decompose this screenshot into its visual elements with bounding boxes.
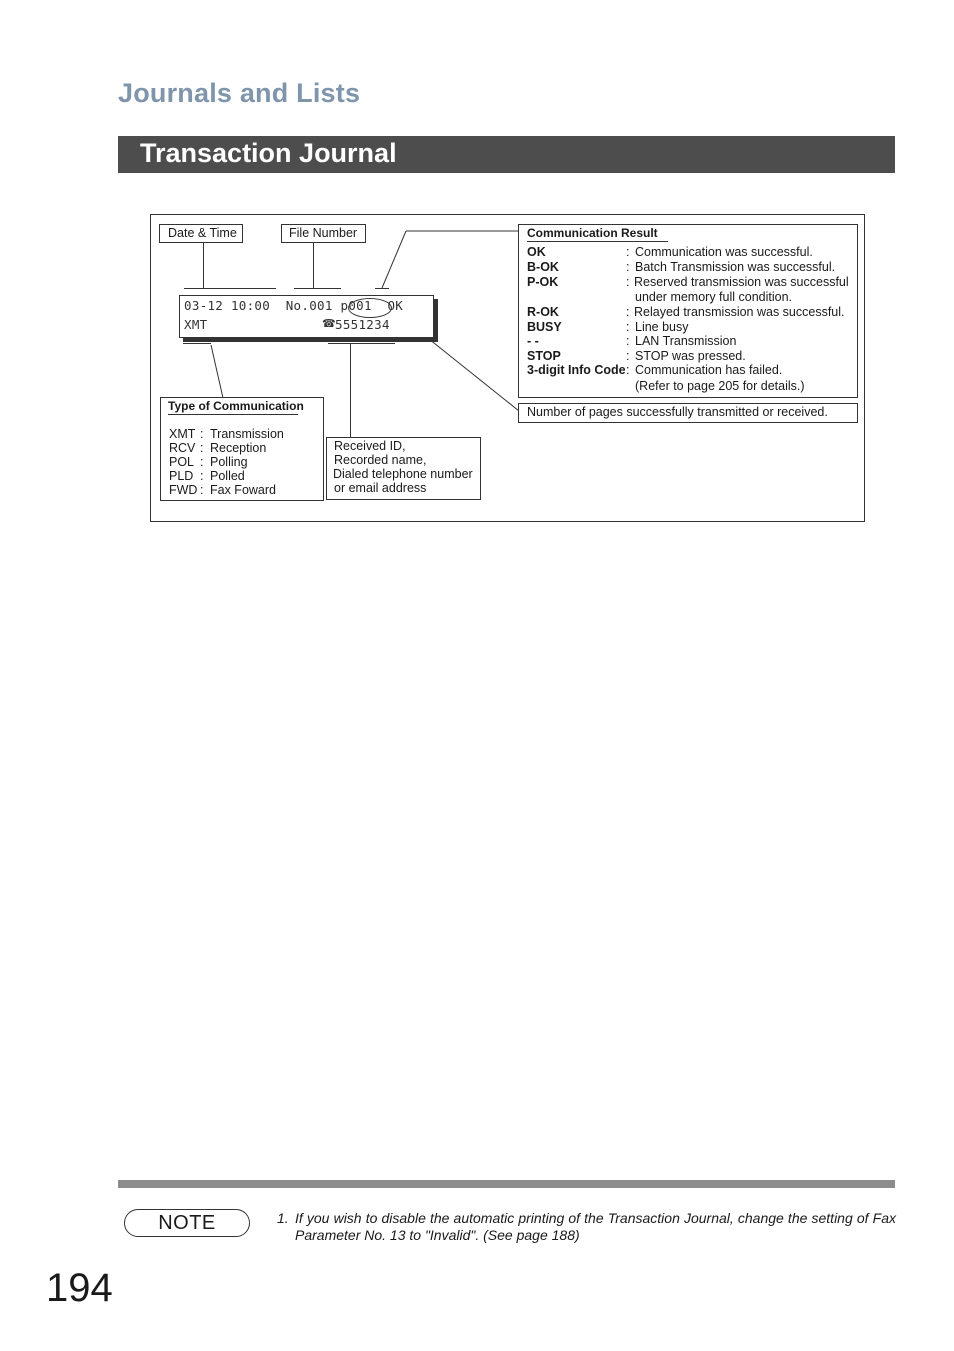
connector-result bbox=[382, 231, 406, 288]
communication-result-box: Communication Result OK : Communication was successful. B-OK : Batch Transmission was successful. P-OK : Reserved transmission was successful under memory full condition. R-OK : Relayed transmission was successful. BUSY : Line busy - - : LAN Transmission STOP : STOP was pressed. 3-digit Info Code : Communication has failed. (Refer to page 205 for details.) bbox=[518, 224, 858, 398]
note-body: If you wish to disable the automatic printing of the Transaction Journal, change the setting of Fax Parameter No. 13 to "Invalid". (See page 188) bbox=[295, 1210, 896, 1243]
file-number-label: File Number bbox=[281, 224, 366, 243]
journal-diagram bbox=[150, 214, 865, 522]
note-text bbox=[277, 1210, 896, 1244]
date-time-label: Date & Time bbox=[159, 224, 243, 243]
page-count-highlight bbox=[348, 298, 392, 318]
received-id-box: Received ID, Recorded name, Dialed telephone number or email address bbox=[326, 437, 481, 500]
connector-line bbox=[350, 343, 351, 438]
type-box-title: Type of Communication bbox=[168, 399, 304, 413]
title-underline bbox=[527, 241, 668, 242]
title-underline bbox=[168, 414, 298, 415]
sample-journal-printout bbox=[179, 295, 434, 338]
phone-icon: ☎ bbox=[322, 318, 337, 330]
connector-line bbox=[183, 343, 211, 344]
connector-pages bbox=[429, 339, 519, 411]
connector-line bbox=[328, 343, 395, 344]
connector-type bbox=[211, 345, 223, 398]
page-heading: Transaction Journal bbox=[140, 138, 397, 168]
note-badge: NOTE bbox=[124, 1209, 250, 1237]
section-title: Journals and Lists bbox=[118, 78, 361, 108]
sample-line-2-type: XMT bbox=[184, 317, 208, 332]
sample-line-1: 03-12 10:00 No.001 p001 OK bbox=[184, 298, 404, 313]
page-heading-bar bbox=[118, 136, 895, 173]
sample-line-2-number: 5551234 bbox=[335, 317, 390, 332]
bottom-rule bbox=[118, 1180, 895, 1188]
note-number: 1. bbox=[277, 1210, 289, 1226]
page-number: 194 bbox=[46, 1266, 113, 1310]
type-of-communication-box: Type of Communication XMT : Transmission RCV : Reception POL : Polling PLD : Polled FWD : Fax Foward bbox=[160, 397, 324, 501]
pages-count-box: Number of pages successfully transmitted or received. bbox=[518, 403, 858, 423]
result-box-title: Communication Result bbox=[527, 226, 658, 240]
